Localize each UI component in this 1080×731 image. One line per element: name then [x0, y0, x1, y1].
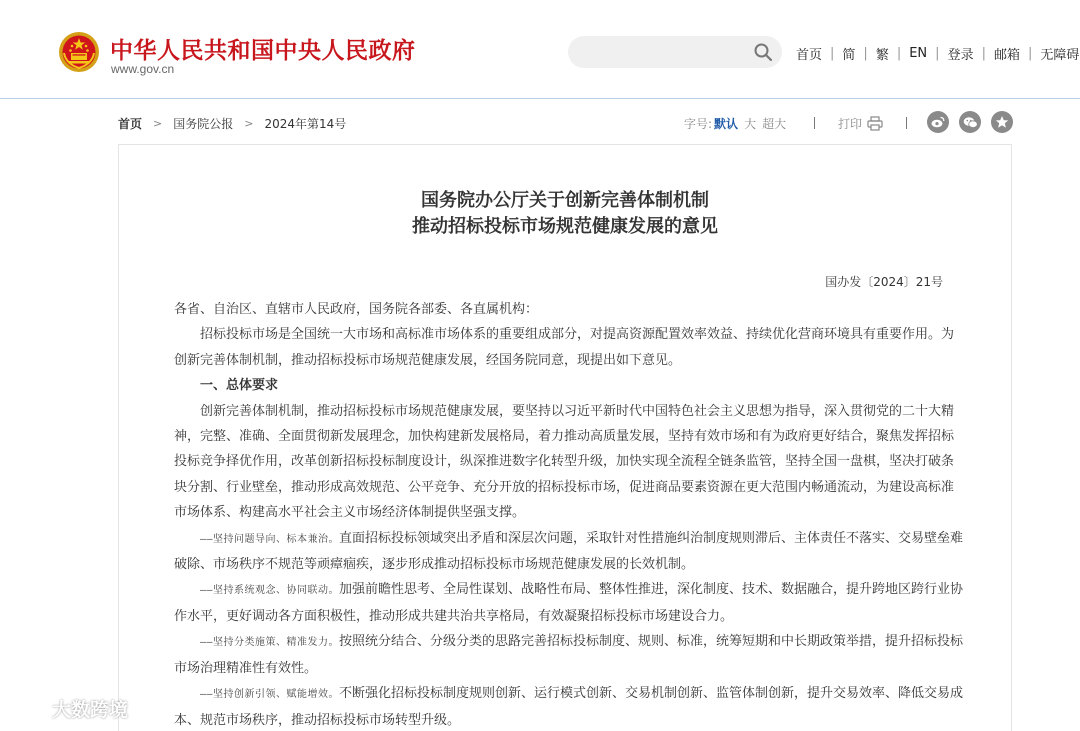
- principle-paragraph: [174, 577, 964, 629]
- paragraph: 创新完善体制机制，推动招标投标市场规范健康发展，要坚持以习近平新时代中国特色社会主义思想为指导，深入贯彻党的二十大精神，完整、准确、全面贯彻新发展理念，加快构建新发展格局，着力推动高质量发展，坚持有效市场和有为政府更好结合，聚焦发挥招标投标竞争择优作用，改革创新招标投标制度设计，纵深推进数字化转型升级，加快实现全流程全链条监管，坚持全国一盘棋，坚决打破条块分割、行业壁垒，推动形成高效规范、公平竞争、充分开放的招标投标市场，促进商品要素资源在更大范围内畅通流动，为建设高标准市场体系、构建高水平社会主义市场经济体制提供坚强支撑。: [174, 403, 955, 521]
- principle-text: 不断强化招标投标制度规则创新、运行模式创新、交易机制创新、监管体制创新，提升交易效率、降低交易成本、规范市场秩序，推动招标投标市场转型升级。: [174, 686, 964, 728]
- nav-english[interactable]: EN: [909, 46, 928, 61]
- print-label: 打印: [838, 117, 863, 131]
- font-size-selector: [684, 115, 786, 132]
- nav-accessibility[interactable]: 无障碍: [1040, 48, 1080, 63]
- nav-separator: |: [1027, 46, 1033, 61]
- document-number: 国办发〔2024〕21号: [825, 275, 943, 289]
- principle-lead: ——坚持系统观念、协同联动。: [200, 585, 340, 597]
- site-header: [0, 0, 1080, 99]
- site-domain: www.gov.cn: [111, 62, 175, 76]
- font-size-large[interactable]: 大: [744, 117, 757, 131]
- nav-separator: |: [863, 46, 868, 61]
- paragraph: 招标投标市场是全国统一大市场和高标准市场体系的重要组成部分，对提高资源配置效率效益、持续优化营商环境具有重要作用。为创新完善体制机制，推动招标投标市场规范健康发展，经国务院同意，现提出如下意见。: [174, 327, 955, 368]
- weibo-icon[interactable]: [927, 111, 949, 133]
- site-title[interactable]: 中华人民共和国中央人民政府: [110, 38, 416, 64]
- print-button[interactable]: [838, 115, 883, 132]
- breadcrumb-issue[interactable]: 2024年第14号: [264, 117, 347, 131]
- national-emblem-icon[interactable]: [58, 31, 100, 73]
- principle-text: 直面招标投标领域突出矛盾和深层次问题，采取针对性措施纠治制度规则滞后、主体责任不落实、交易壁垒难破除、市场秩序不规范等顽瘴痼疾，逐步形成推动招标投标市场规范健康发展的长效机制。: [174, 530, 964, 573]
- article-container: [118, 144, 1012, 731]
- principle-lead: ——坚持创新引领、赋能增效。: [200, 689, 340, 701]
- breadcrumb-section[interactable]: 国务院公报: [173, 117, 234, 131]
- toolbar-divider: [906, 117, 907, 129]
- watermark: [8, 695, 128, 722]
- article-title-line: 推动招标投标市场规范健康发展的意见: [412, 216, 718, 237]
- nav-home[interactable]: 首页: [796, 48, 823, 63]
- principle-paragraph: [174, 526, 964, 578]
- chevron-right-icon: >: [244, 117, 254, 130]
- article-title-line: 国务院办公厅关于创新完善体制机制: [421, 190, 709, 211]
- nav-login[interactable]: 登录: [947, 48, 974, 63]
- search-input[interactable]: [568, 36, 782, 68]
- font-size-xlarge[interactable]: 超大: [762, 117, 787, 131]
- nav-simplified[interactable]: 简: [842, 48, 856, 63]
- favorite-icon[interactable]: [991, 111, 1013, 133]
- principle-paragraph: [174, 629, 964, 681]
- nav-separator: |: [935, 46, 940, 61]
- nav-separator: |: [896, 46, 902, 61]
- principle-text: 按照统分结合、分级分类的思路完善招标投标制度、规则、标准，统筹短期和中长期政策举措，提升招标投标市场治理精准性有效性。: [174, 634, 964, 676]
- principle-text: 加强前瞻性思考、全局性谋划、战略性布局、整体性推进，深化制度、技术、数据融合，提升跨地区跨行业协作水平，更好调动各方面积极性，推动形成共建共治共享格局，有效凝聚招标投标市场建设合力。: [174, 582, 964, 624]
- nav-traditional[interactable]: 繁: [875, 48, 889, 63]
- principle-lead: ——坚持分类施策、精准发力。: [200, 637, 340, 649]
- watermark-text: 大数跨境: [52, 699, 129, 721]
- article-title: [119, 188, 1011, 240]
- wechat-icon[interactable]: [959, 111, 981, 133]
- section-heading: 一、总体要求: [200, 378, 279, 394]
- font-size-label: 字号:: [684, 117, 713, 131]
- principle-lead: ——坚持问题导向、标本兼治。: [200, 533, 340, 545]
- search-icon[interactable]: [753, 42, 773, 62]
- breadcrumb: [118, 115, 346, 132]
- addressee: 各省、自治区、直辖市人民政府，国务院各部委、各直属机构：: [174, 302, 539, 317]
- toolbar: [0, 100, 1080, 144]
- nav-separator: |: [830, 46, 835, 61]
- printer-icon: [867, 116, 883, 131]
- principle-paragraph: [174, 681, 964, 731]
- font-size-default[interactable]: 默认: [714, 117, 739, 131]
- nav-separator: |: [981, 46, 986, 61]
- chevron-right-icon: >: [153, 117, 163, 130]
- top-nav: [796, 44, 1079, 63]
- nav-mailbox[interactable]: 邮箱: [993, 48, 1020, 63]
- watermark-logo-icon: [8, 696, 48, 722]
- breadcrumb-home[interactable]: 首页: [118, 117, 143, 131]
- article-body: [174, 297, 964, 731]
- toolbar-divider: [814, 117, 815, 129]
